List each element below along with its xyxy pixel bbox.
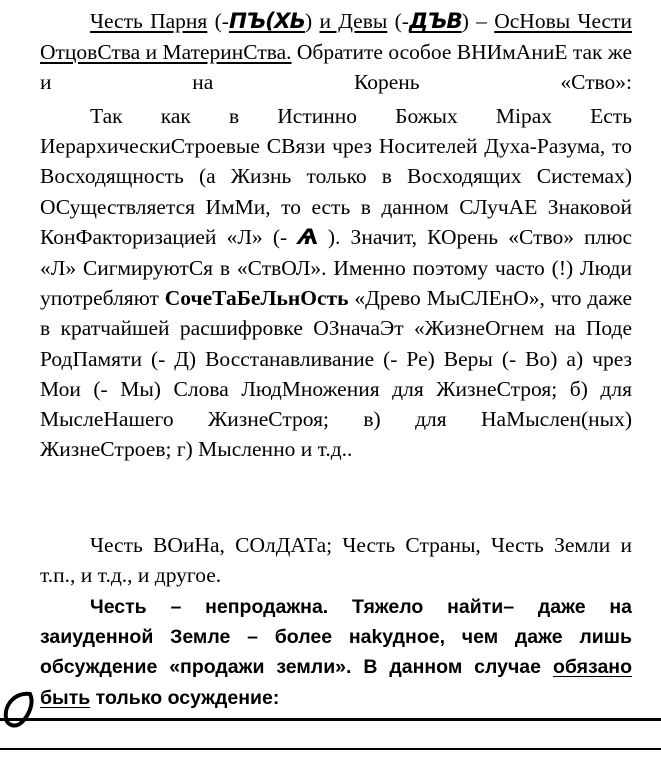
paren-open-1: (- bbox=[207, 9, 229, 33]
paragraph-3-text: Честь ВОиНа, СОлДАТа; Честь Страны, Честь Земли и т.п., и т.д., и другое. bbox=[40, 533, 632, 588]
paragraph-4-end: только осуждение: bbox=[90, 686, 280, 709]
heading-honor-of-young-man: Честь Парня bbox=[90, 9, 208, 33]
heading-foundations: ОсНовы Чести ОтцовСтва и МатеринСтва. bbox=[40, 9, 632, 65]
paren-close-2: ) – bbox=[461, 9, 495, 33]
paragraph-3 bbox=[40, 530, 632, 590]
paragraph-2-text-b: ). Значит, КОрень «Ство» плюс «Л» СигмируютСя в «СтвОЛ». Именно поэтому часто (!) Люди употребляют bbox=[40, 224, 632, 311]
paren-close-1: ) bbox=[304, 9, 320, 33]
paragraph-4-underlined: обязано быть bbox=[40, 656, 632, 709]
handwritten-glyph-2: ДЪВ bbox=[408, 9, 462, 34]
heading-and-maiden: и Девы bbox=[319, 9, 388, 33]
paragraph-1 bbox=[40, 6, 632, 98]
paragraph-2-text-a: Так как в Истинно Божых Мірах Есть ИерархическиСтроевые СВязи чрез Носителей Духа-Разума, то Восходящность (а Жизнь только в Восходящих Системах) ОСуществляется ИмМи, то есть в данном СЛучАЕ Знаковой КонФакторизацией «Л» (- bbox=[40, 104, 632, 249]
page-bottom-rule bbox=[0, 748, 661, 750]
paragraph-2-bold-word: СочеТаБеЛьнОсть bbox=[164, 286, 349, 311]
paragraph-1-text: Обратите особое ВНИмАниЕ так же и на Корень «Ство»: bbox=[40, 40, 632, 95]
handwritten-circle-mark bbox=[2, 690, 42, 730]
paren-open-2: (- bbox=[387, 9, 409, 33]
paragraph-2 bbox=[40, 101, 632, 464]
paragraph-4-bold-text: Честь – непродажна. Тяжело найти– даже на заиуденной Земле – более наkудное, чем даже лишь обсуждение «продажи земли». В данном случае bbox=[40, 596, 632, 679]
paragraph-2-text-c: «Древо МыСЛЕнО», что даже в кратчайшей расшифровке ОЗначаЭт «ЖизнеОгнем на Поде РодПамяти (- Д) Восстанавливание (- Ре) Веры (- Во) а) чрез Мои (- Мы) Слова ЛюдМножения для ЖизнеСтроя; б) для МыслеНашего ЖизнеСтроя; в) для НаМыслен(ных) ЖизнеСтроев; г) Мысленно и т.д.. bbox=[40, 286, 632, 462]
underline-rule bbox=[0, 718, 661, 721]
paragraph-4 bbox=[40, 592, 632, 713]
handwritten-glyph-1: ПЪ(ХЬ bbox=[228, 9, 305, 34]
handwritten-glyph-3: Ѧ bbox=[297, 224, 318, 250]
